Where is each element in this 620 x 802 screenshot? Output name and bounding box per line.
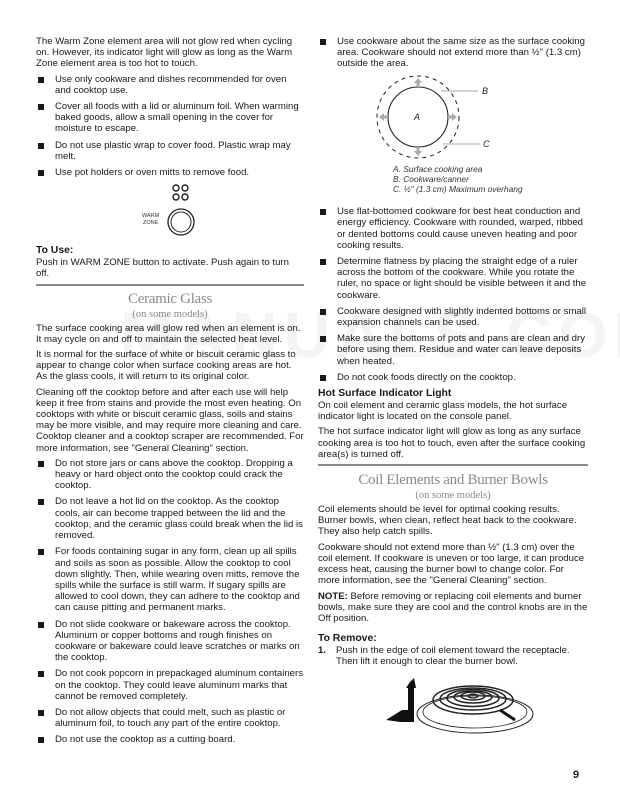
bullet-square-icon [38,143,44,149]
section-title-coil-elements: Coil Elements and Burner Bowls [358,472,548,489]
diagram-caption: A. Surface cooking area [393,163,483,174]
list-item: Use cookware about the same size as the surface cooking area. Cookware should not extend more than ½" (1.3 cm) outside the area. [318,36,588,70]
list-item: Do not cook popcorn in prepackaged aluminum containers on the cooktop. They could leave aluminum marks that cannot be removed completely. [36,668,304,702]
to-remove-steps [318,645,588,667]
coil-paragraph: Cookware should not extend more than ½" (1.3 cm) over the coil element. If cookware is uneven or too large, it can produce excess heat, causing the burner bowl to change color. For more information, see the "General Cleaning" section. [318,541,585,587]
list-item: Cover all foods with a lid or aluminum foil. When warming baked goods, allow a small opening in the cover for moisture to escape. [36,101,304,135]
diagram-caption: B. Cookware/canner [393,173,469,184]
ceramic-paragraph: Cleaning off the cooktop before and after each use will help keep it free from stains and provide the most even heating. On cooktops with white or biscuit ceramic glass, soils and stains may be more visible, and may require more cleaning and care. Cooktop cleaner and a cooktop scraper are recommended. For more information, see "General Cleaning" section. [36,386,304,454]
bullet-square-icon [38,461,44,467]
bullet-square-icon [320,336,326,342]
cookware-size-bullet [318,36,588,70]
coil-paragraph: Coil elements should be level for optimal cooking results. Burner bowls, when clean, reflect heat back to the cookware. They also help catch spills. [318,504,577,538]
to-remove-heading: To Remove: [318,633,377,645]
hot-surface-paragraph: The hot surface indicator light will glow as long as any surface cooking area is too hot to touch, even after the surface cooking area(s) is turned off. [318,426,586,460]
to-use-text: Push in WARM ZONE button to activate. Push again to turn off. [36,257,289,280]
hot-surface-paragraph: On coil element and ceramic glass models, the hot surface indicator light is located on the console panel. [318,400,568,423]
bullet-square-icon [38,737,44,743]
burner-indicator-icon [171,183,191,203]
bullet-square-icon [38,622,44,628]
overhang-diagram-icon [358,73,558,163]
to-use-heading: To Use: [36,245,74,257]
list-item: Cookware designed with slightly indented bottoms or small expansion channels can be used. [318,306,588,328]
list-item: Do not use plastic wrap to cover food. Plastic wrap may melt. [36,140,304,162]
coil-element-illustration-icon [380,676,560,736]
section-subtitle: (on some models) [132,308,208,320]
list-item: For foods containing sugar in any form, clean up all spills and soils as soon as possible. Allow the cooktop to cool down slightly. Then, while wearing oven mitts, remove the spills while the surface is still warm. If sugary spills are allowed to cool down, they can adhere to the cooktop and can cause pitting and permanent marks. [36,546,304,613]
diagram-label-c: C [483,138,490,149]
list-item: Do not store jars or cans above the cooktop. Dropping a heavy or hard object onto the cooktop could crack the cooktop. [36,458,304,492]
warm-zone-button-icon[interactable] [166,207,196,237]
bullet-square-icon [320,259,326,265]
bullet-square-icon [38,170,44,176]
diagram-label-a: A [414,111,421,122]
list-item: Do not cook foods directly on the cooktop. [318,372,588,383]
cookware-overhang-diagram [318,73,588,177]
list-item: Do not use the cooktop as a cutting board. [36,734,304,745]
page-number: 9 [573,769,580,781]
bullet-square-icon [320,39,326,45]
cookware-bullets [318,206,588,383]
section-divider [318,464,588,466]
bullet-square-icon [38,77,44,83]
list-item: Use flat-bottomed cookware for best heat conduction and energy efficiency. Cookware with rounded, warped, ribbed or dented bottoms could cause uneven heating and poor cooking results. [318,206,588,251]
bullet-square-icon [320,209,326,215]
warm-zone-bullets [36,74,304,179]
hot-surface-heading: Hot Surface Indicator Light [318,388,452,400]
list-item: Use only cookware and dishes recommended for oven and cooktop use. [36,74,304,96]
bullet-square-icon [38,104,44,110]
bullet-square-icon [38,710,44,716]
diagram-caption: C. ½" (1.3 cm) Maximum overhang [393,184,523,195]
warm-zone-figure [36,183,304,241]
bullet-square-icon [38,671,44,677]
left-column [36,0,304,751]
warm-zone-intro: The Warm Zone element area will not glow red when cycling on. However, its indicator light will glow as long as the Warm Zone element area is too hot to touch. [36,36,293,70]
section-subtitle: (on some models) [415,490,491,502]
list-item: Do not allow objects that could melt, such as plastic or aluminum foil, to touch any part of the entire cooktop. [36,707,304,729]
ceramic-paragraph: The surface cooking area will glow red when an element is on. It may cycle on and off to maintain the selected heat level. [36,322,301,345]
section-divider [36,284,304,286]
bullet-square-icon [320,375,326,381]
list-item: Make sure the bottoms of pots and pans are clean and dry before using them. Residue and water can leave deposits when heated. [318,333,588,367]
ceramic-paragraph: It is normal for the surface of white or biscuit ceramic glass to appear to change color when surface cooking areas are hot. As the glass cools, it will return to its original color. [36,349,296,383]
list-item: Determine flatness by placing the straight edge of a ruler across the bottom of the cookware. While you rotate the ruler, no space or light should be visible between it and the cookware. [318,256,588,301]
bullet-square-icon [320,309,326,315]
list-item: Do not leave a hot lid on the cooktop. As the cooktop cools, air can become trapped between the lid and the cooktop, and the ceramic glass could break when the lid is removed. [36,496,304,541]
bullet-square-icon [38,549,44,555]
warm-zone-label: WARM ZONE [142,213,160,227]
diagram-label-b: B [482,85,489,96]
list-item: Use pot holders or oven mitts to remove food. [36,167,304,178]
list-item: Do not slide cookware or bakeware across the cooktop. Aluminum or copper bottoms and rough finishes on cookware or bakeware could leave scratches or marks on the cooktop. [36,619,304,664]
ceramic-bullets [36,458,304,746]
coil-note: NOTE: Before removing or replacing coil elements and burner bowls, make sure they are cool and the control knobs are in the Off position. [318,590,588,624]
list-item: 1. Push in the edge of coil element toward the receptacle. Then lift it enough to clear the burner bowl. [318,645,570,668]
section-title-ceramic-glass: Ceramic Glass [128,290,212,307]
right-column [318,0,588,731]
bullet-square-icon [38,499,44,505]
